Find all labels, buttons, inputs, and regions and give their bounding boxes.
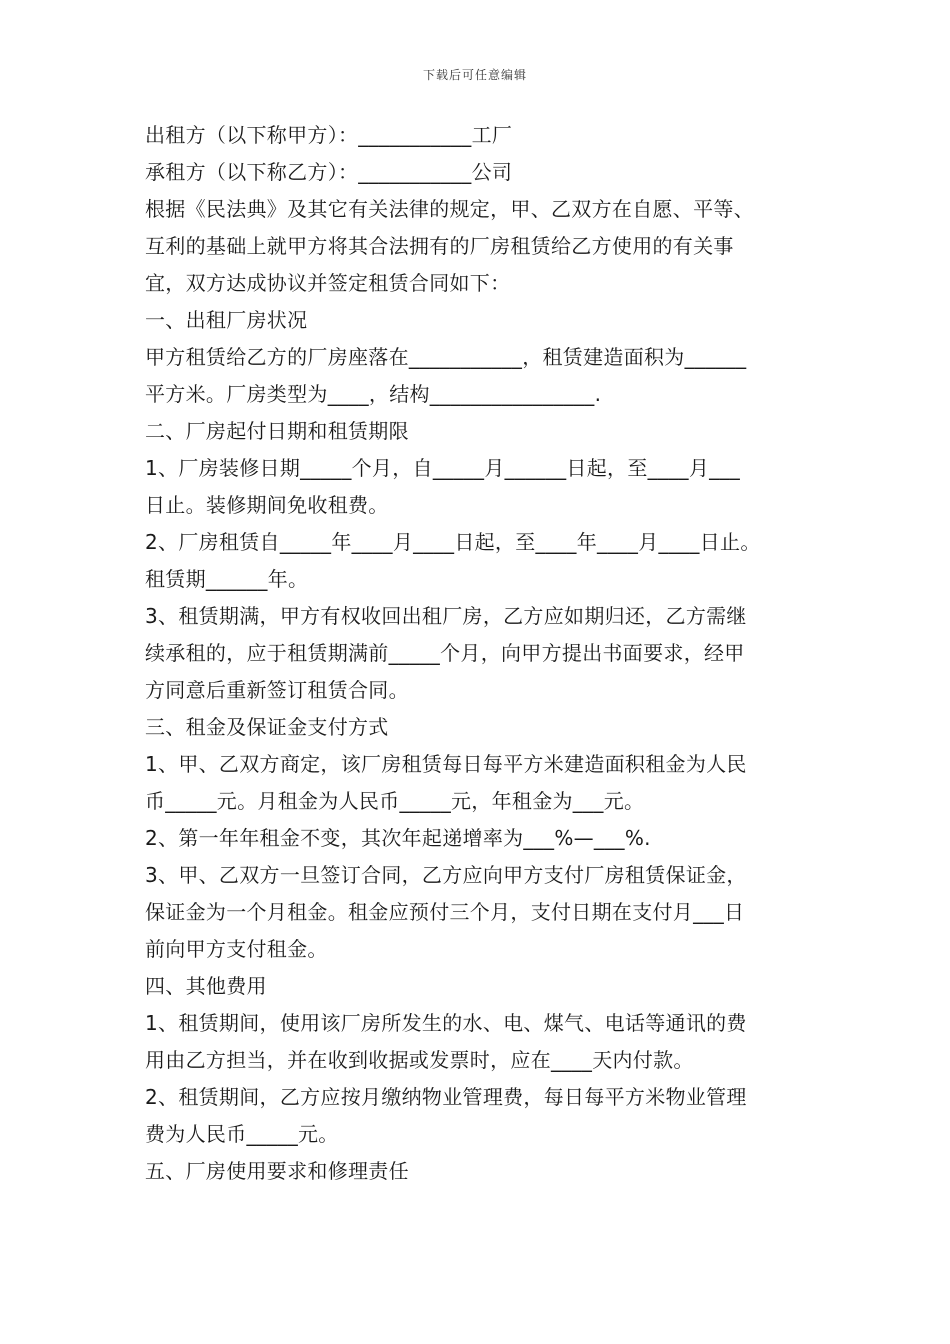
doc-line-deposit-3: 前向甲方支付租金。: [145, 937, 328, 961]
doc-line-deposit-1: 3、甲、乙双方一旦签订合同，乙方应向甲方支付厂房租赁保证金，: [145, 863, 747, 887]
doc-line-expiry-2: 续承租的，应于租赁期满前_____个月，向甲方提出书面要求，经甲: [145, 641, 745, 665]
section-heading-3: 三、租金及保证金支付方式: [145, 715, 389, 739]
doc-line-lease-period: 2、厂房租赁自_____年____月____日起，至____年____月____日止。: [145, 530, 761, 554]
doc-line-expiry-1: 3、租赁期满，甲方有权收回出租厂房，乙方应如期归还，乙方需继: [145, 604, 747, 628]
doc-line-renovation-end: 日止。装修期间免收租费。: [145, 493, 389, 517]
doc-line-property-fee-2: 费为人民币_____元。: [145, 1122, 339, 1146]
doc-line-property-fee-1: 2、租赁期间，乙方应按月缴纳物业管理费，每日每平方米物业管理: [145, 1085, 747, 1109]
doc-line-lease-years: 租赁期______年。: [145, 567, 309, 591]
doc-line-utilities-2: 用由乙方担当，并在收到收据或发票时，应在____天内付款。: [145, 1048, 694, 1072]
document-body: [145, 117, 810, 1190]
section-heading-5: 五、厂房使用要求和修理责任: [145, 1159, 409, 1183]
doc-line-deposit-2: 保证金为一个月租金。租金应预付三个月，支付日期在支付月___日: [145, 900, 745, 924]
doc-line-preamble-3: 宜，双方达成协议并签定租赁合同如下：: [145, 271, 511, 295]
section-heading-2: 二、厂房起付日期和租赁期限: [145, 419, 409, 443]
doc-line-renovation: 1、厂房装修日期_____个月，自_____月______日起，至____月___: [145, 456, 741, 480]
doc-line-area: 平方米。厂房类型为____，结构________________.: [145, 382, 602, 406]
doc-line-preamble-1: 根据《民法典》及其它有关法律的规定，甲、乙双方在自愿、平等、: [145, 197, 754, 221]
doc-line-location: 甲方租赁给乙方的厂房座落在___________，租赁建造面积为______: [145, 345, 747, 369]
header-note: 下载后可任意编辑: [422, 68, 527, 82]
section-heading-4: 四、其他费用: [145, 974, 267, 998]
doc-line-utilities-1: 1、租赁期间，使用该厂房所发生的水、电、煤气、电话等通讯的费: [145, 1011, 747, 1035]
doc-line-increase: 2、第一年年租金不变，其次年起递增率为___%—___%.: [145, 826, 651, 850]
doc-line-preamble-2: 互利的基础上就甲方将其合法拥有的厂房租赁给乙方使用的有关事: [145, 234, 734, 258]
doc-line-lessee: 承租方（以下称乙方）：___________公司: [145, 160, 513, 184]
section-heading-1: 一、出租厂房状况: [145, 308, 308, 332]
doc-line-rent-2: 币_____元。月租金为人民币_____元，年租金为___元。: [145, 789, 645, 813]
doc-line-lessor: 出租方（以下称甲方）：___________工厂: [145, 123, 513, 147]
doc-line-expiry-3: 方同意后重新签订租赁合同。: [145, 678, 409, 702]
doc-line-rent-1: 1、甲、乙双方商定，该厂房租赁每日每平方米建造面积租金为人民: [145, 752, 747, 776]
